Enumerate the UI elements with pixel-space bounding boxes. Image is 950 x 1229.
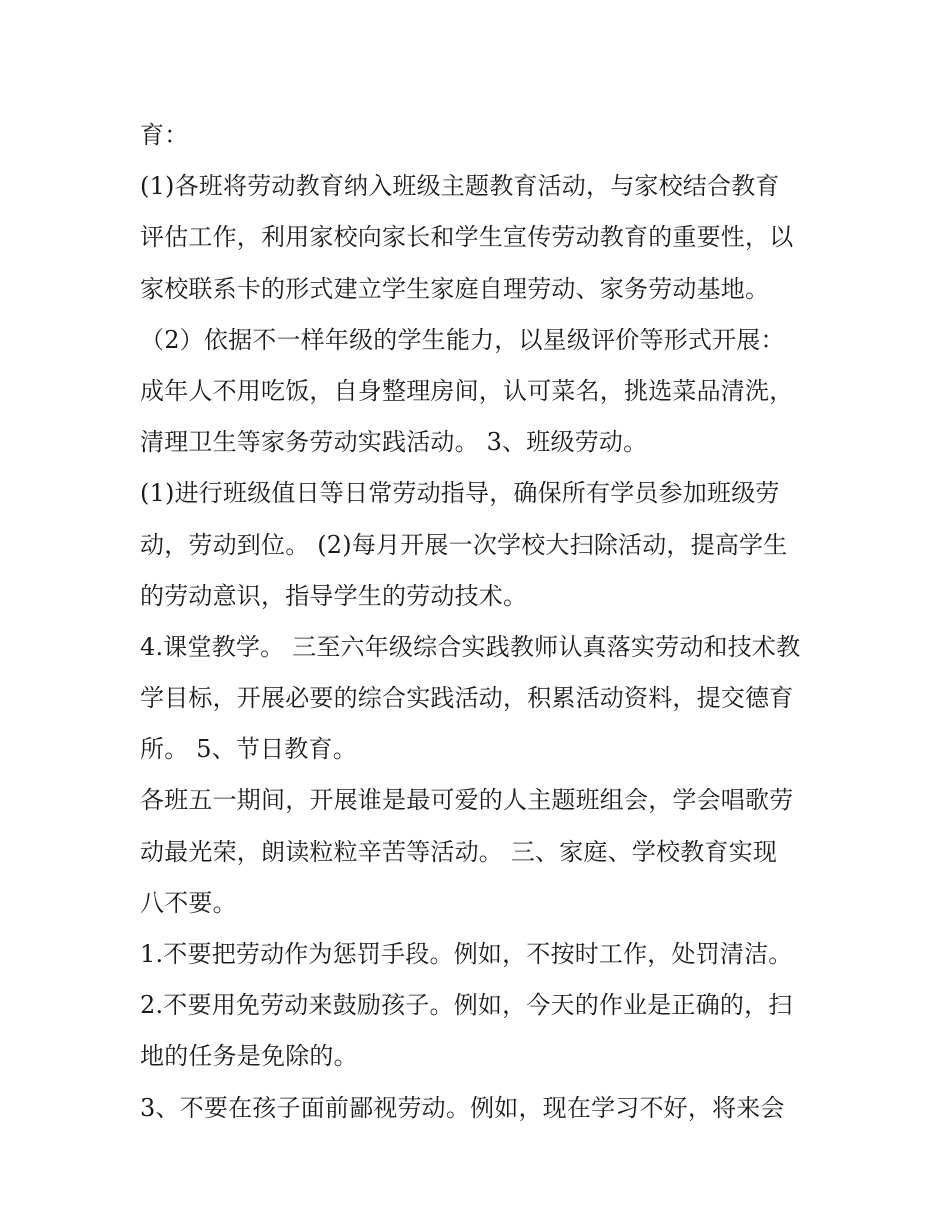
text-line: 所。 5、节日教育。 xyxy=(140,735,357,764)
text-line: 1.不要把劳动作为惩罚手段。例如，不按时工作，处罚清洁。 xyxy=(140,940,793,968)
text-line: 家校联系卡的形式建立学生家庭自理劳动、家务劳动基地。 xyxy=(140,274,770,303)
text-line: (1)各班将劳动教育纳入班级主题教育活动，与家校结合教育 xyxy=(140,172,780,201)
text-line: 2.不要用免劳动来鼓励孩子。例如，今天的作业是正确的，扫 xyxy=(140,991,793,1020)
text-line: 地的任务是免除的。 xyxy=(140,1042,358,1071)
text-line: (1)进行班级值日等日常劳动指导，确保所有学员参加班级劳 xyxy=(140,479,780,508)
text-line: 的劳动意识，指导学生的劳动技术。 xyxy=(140,581,528,610)
text-line: 4.课堂教学。 三至六年级综合实践教师认真落实劳动和技术教 xyxy=(140,632,801,661)
text-line: 八不要。 xyxy=(140,888,237,917)
text-line: 3、不要在孩子面前鄙视劳动。例如，现在学习不好，将来会 xyxy=(140,1093,785,1122)
text-line: 各班五一期间，开展谁是最可爱的人主题班组会，学会唱歌劳 xyxy=(140,786,794,815)
text-line: 清理卫生等家务劳动实践活动。 3、班级劳动。 xyxy=(140,428,648,457)
text-line: 评估工作，利用家校向家长和学生宣传劳动教育的重要性，以 xyxy=(140,223,794,252)
text-line: 动，劳动到位。 (2)每月开展一次学校大扫除活动，提高学生 xyxy=(140,530,788,559)
text-line: 成年人不用吃饭，自身整理房间，认可菜名，挑选菜品清洗， xyxy=(140,376,794,405)
text-line: 学目标，开展必要的综合实践活动，积累活动资料，提交德育 xyxy=(140,684,794,713)
document-body xyxy=(140,110,830,1134)
text-line: 动最光荣，朗读粒粒辛苦等活动。 三、家庭、学校教育实现 xyxy=(140,837,778,866)
text-line: 育： xyxy=(140,121,189,149)
text-line: （2）依据不一样年级的学生能力，以星级评价等形式开展： xyxy=(140,325,785,354)
